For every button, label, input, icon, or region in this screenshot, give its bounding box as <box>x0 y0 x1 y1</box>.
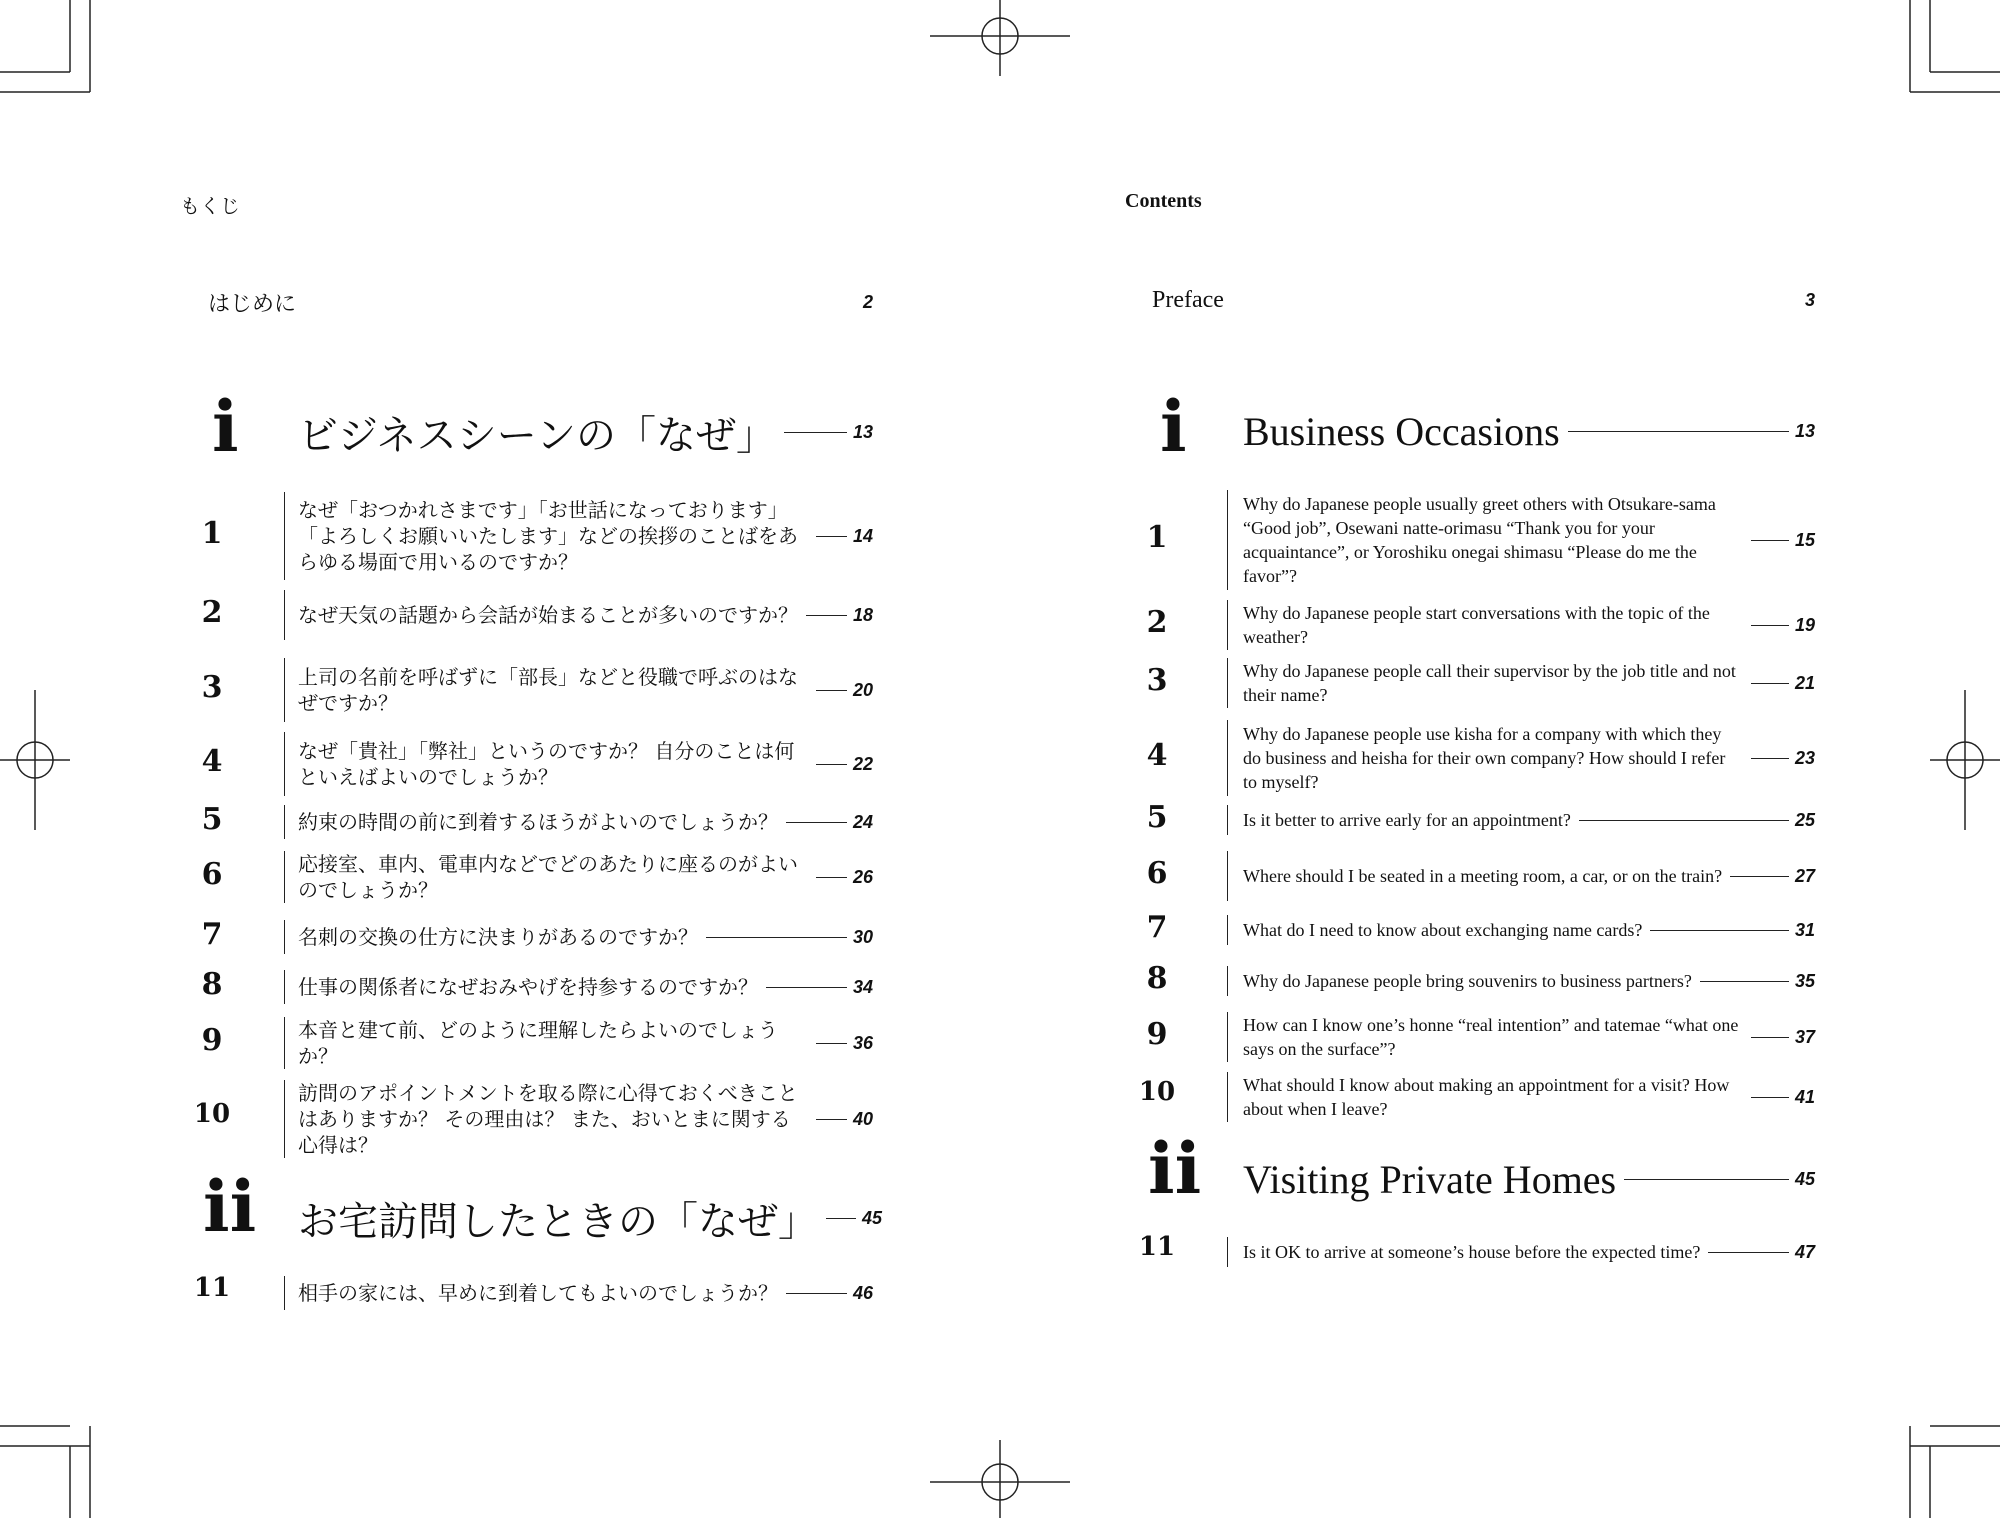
page-number: 30 <box>852 926 873 947</box>
item-title: 訪問のアポイントメントを取る際に心得ておくべきことはありますか？ その理由は？ また、おいとまに関する心得は？ <box>298 1081 798 1157</box>
toc-item[interactable] <box>298 1017 873 1069</box>
leader-line <box>784 432 847 433</box>
item-title: 約束の時間の前に到着するほうがよいのでしょうか？ <box>298 810 778 834</box>
page-number: 35 <box>1794 970 1815 991</box>
toc-item[interactable] <box>1243 805 1815 835</box>
leader-line <box>1751 758 1789 759</box>
item-title: Why do Japanese people use kisha for a company with which they do business and heisha for their own company? How should I refer to myself? <box>1243 724 1726 792</box>
item-number: 6 <box>201 857 223 892</box>
chapter-mark: ii <box>1148 1127 1202 1210</box>
page-number: 25 <box>1794 809 1815 830</box>
item-title: How can I know one’s honne “real intention” and tatemae “what one says on the surface”? <box>1243 1015 1739 1059</box>
chapter-title: Business Occasions <box>1243 409 1560 454</box>
item-title: なぜ「貴社」「弊社」というのですか？ 自分のことは何といえばよいのでしょうか？ <box>298 739 795 789</box>
page-number: 24 <box>852 811 873 832</box>
leader-line <box>1624 1179 1789 1180</box>
leader-line <box>1708 1252 1789 1253</box>
toc-item[interactable] <box>1243 1072 1815 1122</box>
leader-line <box>1568 431 1789 432</box>
item-number: 8 <box>201 967 223 1002</box>
leader-line <box>816 1043 847 1044</box>
item-title: Why do Japanese people usually greet others with Otsukare-sama “Good job”, Osewani natte-orimasu “Thank you for your acquaintance”, or Yoroshiku onegai shimasu “Please do me the favor”? <box>1243 494 1716 586</box>
item-divider <box>284 1080 285 1158</box>
page-number: 26 <box>852 866 873 887</box>
toc-item[interactable] <box>1243 658 1815 708</box>
toc-item[interactable] <box>1243 1012 1815 1062</box>
leader-line <box>816 536 847 537</box>
item-divider <box>1227 1237 1228 1267</box>
item-divider <box>1227 1072 1228 1122</box>
toc-item[interactable] <box>1243 966 1815 996</box>
page-number: 2 <box>862 292 873 312</box>
item-divider <box>1227 490 1228 590</box>
toc-item[interactable] <box>1243 851 1815 901</box>
toc-item[interactable] <box>298 1080 873 1158</box>
item-number: 7 <box>201 917 223 952</box>
item-divider <box>284 1017 285 1069</box>
toc-item[interactable] <box>298 851 873 903</box>
item-title: Why do Japanese people bring souvenirs to business partners? <box>1243 971 1692 991</box>
item-divider <box>284 851 285 903</box>
leader-line <box>806 615 847 616</box>
item-title: 名刺の交換の仕方に決まりがあるのですか？ <box>298 925 698 949</box>
toc-item[interactable] <box>298 1276 873 1310</box>
preface-label: はじめに <box>208 292 297 317</box>
chapter-mark: ii <box>203 1165 257 1248</box>
item-number: 9 <box>201 1023 223 1058</box>
item-number: 5 <box>1146 800 1168 835</box>
preface-label: Preface <box>1152 287 1224 313</box>
leader-line <box>786 822 847 823</box>
page-number: 31 <box>1794 919 1815 940</box>
page-number: 18 <box>852 604 873 625</box>
right-page <box>1000 0 2000 1518</box>
item-number: 4 <box>1146 738 1168 773</box>
leader-line <box>816 764 847 765</box>
page-number: 36 <box>852 1032 873 1053</box>
page-number: 23 <box>1794 747 1815 768</box>
item-title: なぜ天気の話題から会話が始まることが多いのですか？ <box>298 603 798 627</box>
page-number: 13 <box>852 422 873 442</box>
page-number: 40 <box>852 1108 873 1129</box>
item-number: 11 <box>1138 1232 1176 1262</box>
page-number: 14 <box>852 525 873 546</box>
item-title: What do I need to know about exchanging name cards? <box>1243 920 1643 940</box>
item-number: 9 <box>1146 1017 1168 1052</box>
toc-item[interactable] <box>1243 720 1815 796</box>
leader-line <box>1751 683 1789 684</box>
page-number: 41 <box>1794 1086 1815 1107</box>
page-number: 19 <box>1794 614 1815 635</box>
item-divider <box>284 805 285 839</box>
item-title: Is it OK to arrive at someone’s house before the expected time? <box>1243 1242 1701 1262</box>
item-number: 7 <box>1146 910 1168 945</box>
item-title: What should I know about making an appointment for a visit? How about when I leave? <box>1243 1075 1730 1119</box>
leader-line <box>816 1119 847 1120</box>
item-title: Where should I be seated in a meeting room, a car, or on the train? <box>1243 866 1723 886</box>
leader-line <box>706 937 847 938</box>
page-number: 45 <box>862 1208 883 1228</box>
item-divider <box>1227 915 1228 945</box>
page-number: 20 <box>852 679 873 700</box>
leader-line <box>1730 876 1789 877</box>
item-title: Why do Japanese people call their supervisor by the job title and not their name? <box>1243 661 1736 705</box>
item-title: 仕事の関係者になぜおみやげを持参するのですか？ <box>298 975 758 999</box>
item-divider <box>1227 720 1228 796</box>
item-title: 本音と建て前、どのように理解したらよいのでしょうか？ <box>298 1018 778 1068</box>
leader-line <box>816 690 847 691</box>
chapter-entry[interactable] <box>298 404 873 461</box>
item-divider <box>284 492 285 580</box>
item-divider <box>1227 851 1228 901</box>
item-title: Is it better to arrive early for an appointment? <box>1243 810 1571 830</box>
chapter-entry[interactable] <box>298 1190 883 1247</box>
item-title: 相手の家には、早めに到着してもよいのでしょうか？ <box>298 1281 778 1305</box>
leader-line <box>1751 1097 1789 1098</box>
page-number: 45 <box>1794 1169 1815 1189</box>
chapter-title: Visiting Private Homes <box>1243 1157 1617 1202</box>
page-number: 47 <box>1794 1241 1815 1262</box>
item-divider <box>1227 1012 1228 1062</box>
item-divider <box>284 732 285 796</box>
preface-entry[interactable] <box>208 287 873 318</box>
leader-line <box>786 1293 847 1294</box>
leader-line <box>1751 1037 1789 1038</box>
leader-line <box>1579 820 1789 821</box>
page-number: 46 <box>852 1282 873 1303</box>
page-number: 34 <box>852 976 873 997</box>
item-divider <box>284 658 285 722</box>
item-title: 上司の名前を呼ばずに「部長」などと役職で呼ぶのはなぜですか？ <box>298 665 798 715</box>
item-number: 1 <box>201 516 223 551</box>
chapter-entry[interactable] <box>1243 408 1815 455</box>
chapter-entry[interactable] <box>1243 1156 1815 1203</box>
page-number: 37 <box>1794 1026 1815 1047</box>
chapter-title: お宅訪問したときの「なぜ」 <box>298 1199 818 1245</box>
toc-item[interactable] <box>298 970 873 1004</box>
toc-item[interactable] <box>298 590 873 640</box>
preface-entry[interactable] <box>1152 287 1815 314</box>
item-number: 1 <box>1146 520 1168 555</box>
item-number: 3 <box>1146 663 1168 698</box>
item-number: 3 <box>201 670 223 705</box>
page-number: 27 <box>1794 865 1815 886</box>
page-number: 21 <box>1794 672 1815 693</box>
item-divider <box>284 920 285 954</box>
toc-item[interactable] <box>298 732 873 796</box>
item-divider <box>1227 658 1228 708</box>
chapter-mark: i <box>1160 385 1187 468</box>
leader-line <box>826 1218 856 1219</box>
item-number: 4 <box>201 744 223 779</box>
item-divider <box>1227 600 1228 650</box>
toc-item[interactable] <box>1243 600 1815 650</box>
toc-item[interactable] <box>298 658 873 722</box>
leader-line <box>766 987 847 988</box>
toc-item[interactable] <box>298 805 873 839</box>
page-number: 15 <box>1794 529 1815 550</box>
item-title: 応接室、車内、電車内などでどのあたりに座るのがよいのでしょうか？ <box>298 852 798 902</box>
chapter-title: ビジネスシーンの「なぜ」 <box>298 413 776 459</box>
page-number: 3 <box>1804 290 1815 310</box>
item-divider <box>284 590 285 640</box>
item-title: Why do Japanese people start conversations with the topic of the weather? <box>1243 603 1710 647</box>
page-number: 22 <box>852 753 873 774</box>
item-number: 2 <box>1146 605 1168 640</box>
toc-item[interactable] <box>298 920 873 954</box>
toc-item[interactable] <box>1243 490 1815 590</box>
item-number: 8 <box>1146 961 1168 996</box>
leader-line <box>1751 540 1789 541</box>
item-number: 5 <box>201 802 223 837</box>
leader-line <box>1751 625 1789 626</box>
item-number: 2 <box>201 595 223 630</box>
chapter-mark: i <box>212 385 239 468</box>
item-title: なぜ「おつかれさまです」「お世話になっております」「よろしくお願いいたします」などの挨拶のことばをあらゆる場面で用いるのですか？ <box>298 498 798 574</box>
leader-line <box>1650 930 1789 931</box>
item-divider <box>1227 805 1228 835</box>
item-number: 10 <box>193 1099 231 1129</box>
page-number: 13 <box>1794 421 1815 441</box>
leader-line <box>816 877 847 878</box>
toc-item[interactable] <box>1243 1237 1815 1267</box>
running-head: もくじ <box>180 194 240 218</box>
item-divider <box>284 970 285 1004</box>
running-head: Contents <box>1125 190 1202 212</box>
item-divider <box>1227 966 1228 996</box>
item-number: 6 <box>1146 856 1168 891</box>
toc-item[interactable] <box>1243 915 1815 945</box>
leader-line <box>1700 981 1789 982</box>
item-number: 10 <box>1138 1077 1176 1107</box>
item-number: 11 <box>193 1273 231 1303</box>
item-divider <box>284 1276 285 1310</box>
toc-item[interactable] <box>298 492 873 580</box>
